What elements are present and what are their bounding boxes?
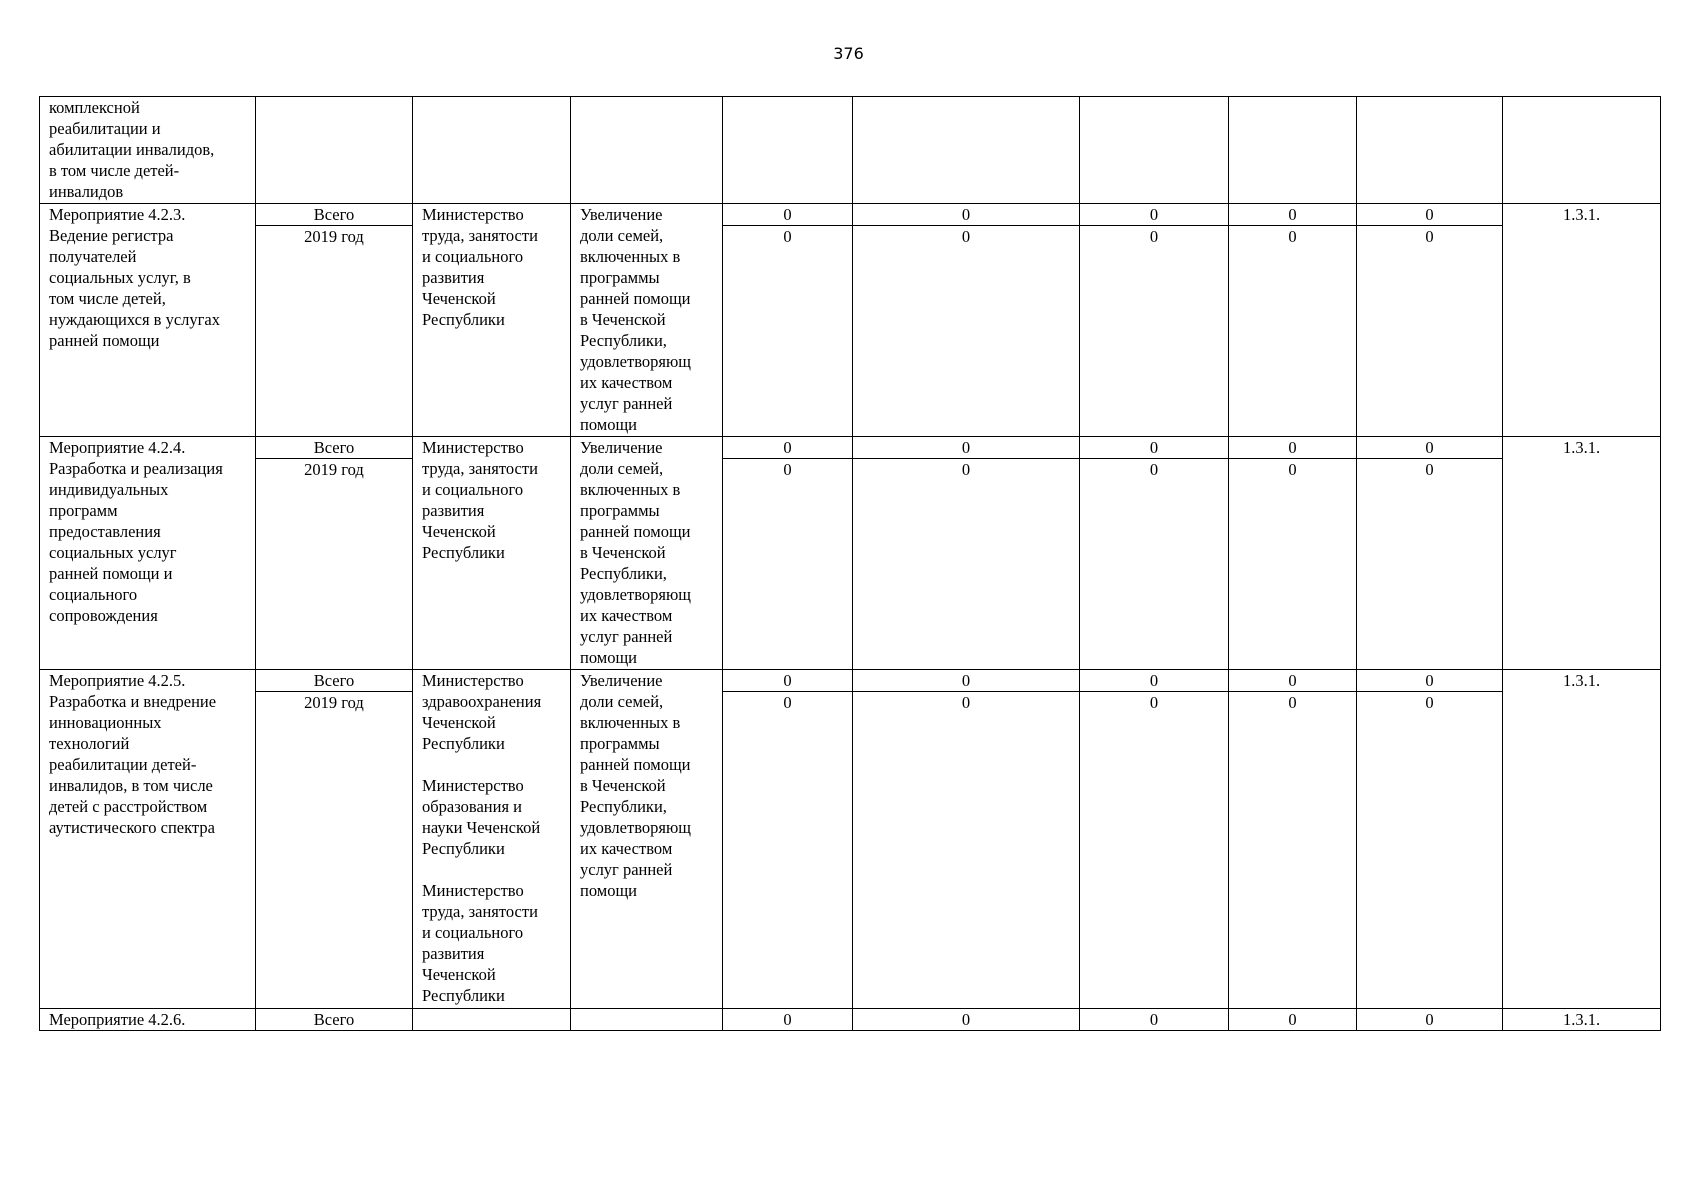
- table-row: [40, 459, 1661, 670]
- total-label: Всего: [256, 437, 413, 459]
- value-cell: 0: [1080, 1009, 1229, 1031]
- value-cell: 0: [853, 670, 1080, 692]
- value-cell: 0: [853, 459, 1080, 670]
- indicator-cell: 1.3.1.: [1503, 204, 1661, 437]
- result-cell: [571, 1009, 723, 1031]
- value-cell: 0: [1357, 670, 1503, 692]
- value-cell: 0: [723, 437, 853, 459]
- value-cell: 0: [853, 692, 1080, 1009]
- event-cell: Мероприятие 4.2.5. Разработка и внедрение инновационных технологий реабилитации детей- инвалидов, в том числе детей с расстройством аутистического спектра: [40, 670, 256, 1009]
- value-cell: 0: [1229, 437, 1357, 459]
- value-cell: 0: [723, 226, 853, 437]
- event-cell: Мероприятие 4.2.4. Разработка и реализация индивидуальных программ предоставления социальных услуг ранней помощи и социального сопровождения: [40, 437, 256, 670]
- program-table: [39, 96, 1661, 1031]
- result-cell: Увеличение доли семей, включенных в программы ранней помощи в Чеченской Республики, удовлетворяющ их качеством услуг ранней помощи: [571, 204, 723, 437]
- executor-cell: Министерство труда, занятости и социального развития Чеченской Республики: [413, 437, 571, 670]
- value-cell: [723, 97, 853, 204]
- year-label: 2019 год: [256, 459, 413, 670]
- value-cell: 0: [1080, 226, 1229, 437]
- event-cell: комплексной реабилитации и абилитации инвалидов, в том числе детей- инвалидов: [40, 97, 256, 204]
- value-cell: 0: [1080, 692, 1229, 1009]
- year-label: 2019 год: [256, 226, 413, 437]
- value-cell: 0: [723, 1009, 853, 1031]
- indicator-cell: 1.3.1.: [1503, 1009, 1661, 1031]
- continuation-row: [40, 97, 1661, 204]
- value-cell: 0: [1357, 692, 1503, 1009]
- value-cell: 0: [1357, 226, 1503, 437]
- indicator-cell: 1.3.1.: [1503, 437, 1661, 670]
- value-cell: 0: [723, 670, 853, 692]
- table-row: [40, 204, 1661, 226]
- value-cell: 0: [1229, 1009, 1357, 1031]
- table-row: [40, 437, 1661, 459]
- result-cell: Увеличение доли семей, включенных в программы ранней помощи в Чеченской Республики, удовлетворяющ их качеством услуг ранней помощи: [571, 670, 723, 1009]
- executor-cell: Министерство здравоохранения Чеченской Республики Министерство образования и науки Чеченской Республики Министерство труда, занятости и социального развития Чеченской Республики: [413, 670, 571, 1009]
- value-cell: 0: [1229, 204, 1357, 226]
- value-cell: [1357, 97, 1503, 204]
- value-cell: [1229, 97, 1357, 204]
- table-row: [40, 670, 1661, 692]
- value-cell: 0: [1357, 1009, 1503, 1031]
- value-cell: [1080, 97, 1229, 204]
- value-cell: 0: [1357, 204, 1503, 226]
- table-row: [40, 692, 1661, 1009]
- table-row: [40, 226, 1661, 437]
- value-cell: 0: [1229, 459, 1357, 670]
- value-cell: 0: [1080, 437, 1229, 459]
- source-cell: [256, 97, 413, 204]
- value-cell: 0: [853, 1009, 1080, 1031]
- total-label: Всего: [256, 204, 413, 226]
- value-cell: 0: [1080, 204, 1229, 226]
- value-cell: 0: [853, 437, 1080, 459]
- value-cell: 0: [853, 226, 1080, 437]
- value-cell: 0: [1080, 459, 1229, 670]
- total-label: Всего: [256, 670, 413, 692]
- value-cell: 0: [1229, 670, 1357, 692]
- table-row: [40, 1009, 1661, 1031]
- executor-cell: [413, 97, 571, 204]
- value-cell: 0: [1357, 437, 1503, 459]
- value-cell: 0: [1357, 459, 1503, 670]
- event-cell: Мероприятие 4.2.3. Ведение регистра получателей социальных услуг, в том числе детей, нуждающихся в услугах ранней помощи: [40, 204, 256, 437]
- value-cell: 0: [723, 204, 853, 226]
- result-cell: [571, 97, 723, 204]
- value-cell: 0: [1229, 226, 1357, 437]
- indicator-cell: 1.3.1.: [1503, 670, 1661, 1009]
- indicator-cell: [1503, 97, 1661, 204]
- total-label: Всего: [256, 1009, 413, 1031]
- year-label: 2019 год: [256, 692, 413, 1009]
- value-cell: 0: [1229, 692, 1357, 1009]
- executor-cell: Министерство труда, занятости и социального развития Чеченской Республики: [413, 204, 571, 437]
- value-cell: 0: [853, 204, 1080, 226]
- value-cell: 0: [723, 692, 853, 1009]
- executor-cell: [413, 1009, 571, 1031]
- value-cell: [853, 97, 1080, 204]
- value-cell: 0: [723, 459, 853, 670]
- result-cell: Увеличение доли семей, включенных в программы ранней помощи в Чеченской Республики, удовлетворяющ их качеством услуг ранней помощи: [571, 437, 723, 670]
- event-cell: Мероприятие 4.2.6.: [40, 1009, 256, 1031]
- value-cell: 0: [1080, 670, 1229, 692]
- page-number: 376: [833, 44, 864, 63]
